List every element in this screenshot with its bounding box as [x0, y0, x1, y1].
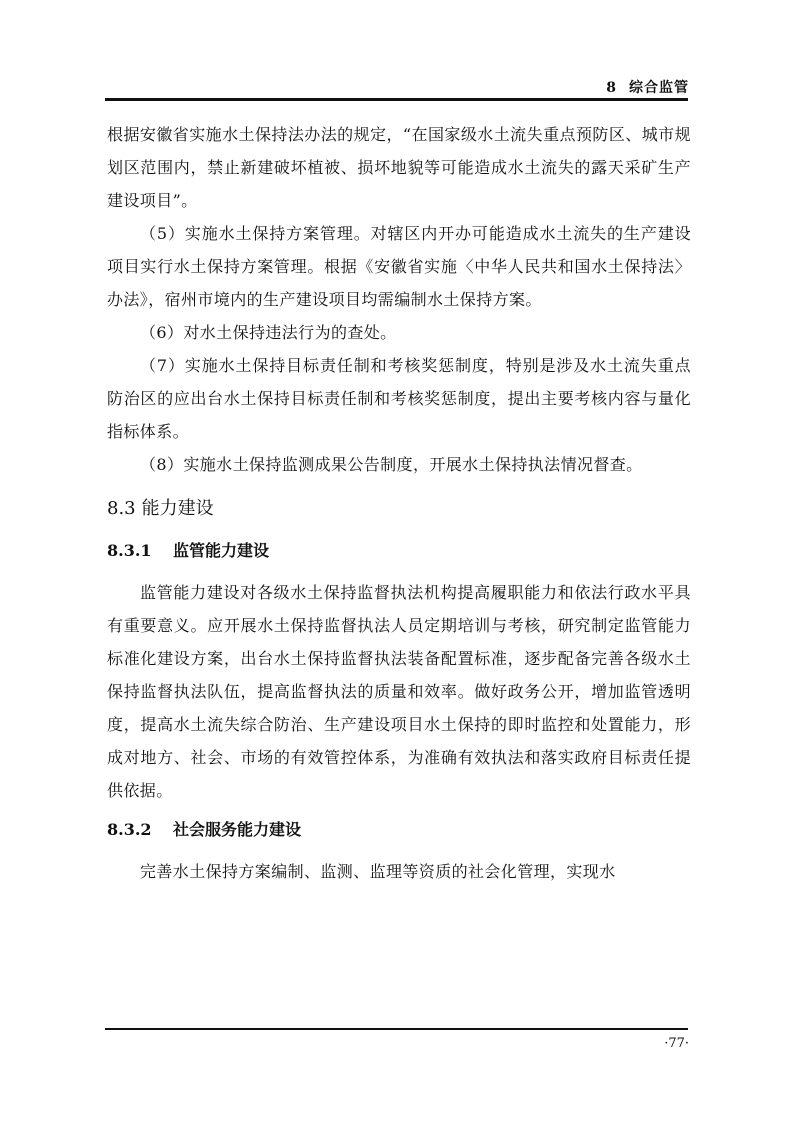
running-header: [606, 77, 689, 97]
header-chapter-title: 综合监管: [629, 80, 689, 96]
paragraph-supervision-capacity: 监管能力建设对各级水土保持监督执法机构提高履职能力和依法行政水平具有重要意义。应开展水土保持监督执法人员定期培训与考核，研究制定监管能力标准化建设方案，出台水土保持监督执法装备配置标准，逐步配备完善各级水土保持监督执法队伍，提高监督执法的质量和效率。做好政务公开，增加监管透明度，提高水土流失综合防治、生产建设项目水土保持的即时监控和处置能力，形成对地方、社会、市场的有效管控体系，为准确有效执法和落实政府目标责任提供依据。: [107, 583, 691, 800]
paragraph-item-6: （6）对水土保持违法行为的查处。: [140, 323, 397, 342]
subsection-title: 监管能力建设: [173, 541, 270, 560]
section-number: 8.3: [107, 498, 136, 519]
paragraph-item-5: （5）实施水土保持方案管理。对辖区内开办可能造成水土流失的生产建设项目实行水土保持方案管理。根据《安徽省实施〈中华人民共和国水土保持法〉办法》，宿州市境内的生产建设项目均需编制水土保持方案。: [107, 224, 691, 309]
paragraph-continuation: 根据安徽省实施水土保持法办法的规定，“在国家级水土流失重点预防区、城市规划区范围内，禁止新建破坏植被、损坏地貌等可能造成水土流失的露天采矿生产建设项目”。: [107, 125, 691, 210]
subsection-number: 8.3.2: [107, 820, 152, 839]
section-title: 能力建设: [141, 498, 214, 519]
header-chapter-number: 8: [606, 80, 617, 96]
subsection-heading-8-3-2: [107, 818, 691, 842]
subsection-title: 社会服务能力建设: [173, 820, 302, 839]
paragraph-item-7: （7）实施水土保持目标责任制和考核奖惩制度，特别是涉及水土流失重点防治区的应出台水土保持目标责任制和考核奖惩制度，提出主要考核内容与量化指标体系。: [107, 356, 691, 441]
section-heading-8-3: [107, 497, 691, 521]
paragraph-social-service-capacity: 完善水土保持方案编制、监测、监理等资质的社会化管理，实现水: [140, 862, 616, 881]
paragraph-item-8: （8）实施水土保持监测成果公告制度，开展水土保持执法情况督查。: [140, 455, 643, 474]
page-body: [107, 118, 691, 888]
subsection-number: 8.3.1: [107, 541, 152, 560]
subsection-heading-8-3-1: [107, 539, 691, 563]
header-rule: [105, 98, 688, 101]
page-number: ·77·: [664, 1036, 689, 1051]
footer-rule: [105, 1028, 688, 1030]
